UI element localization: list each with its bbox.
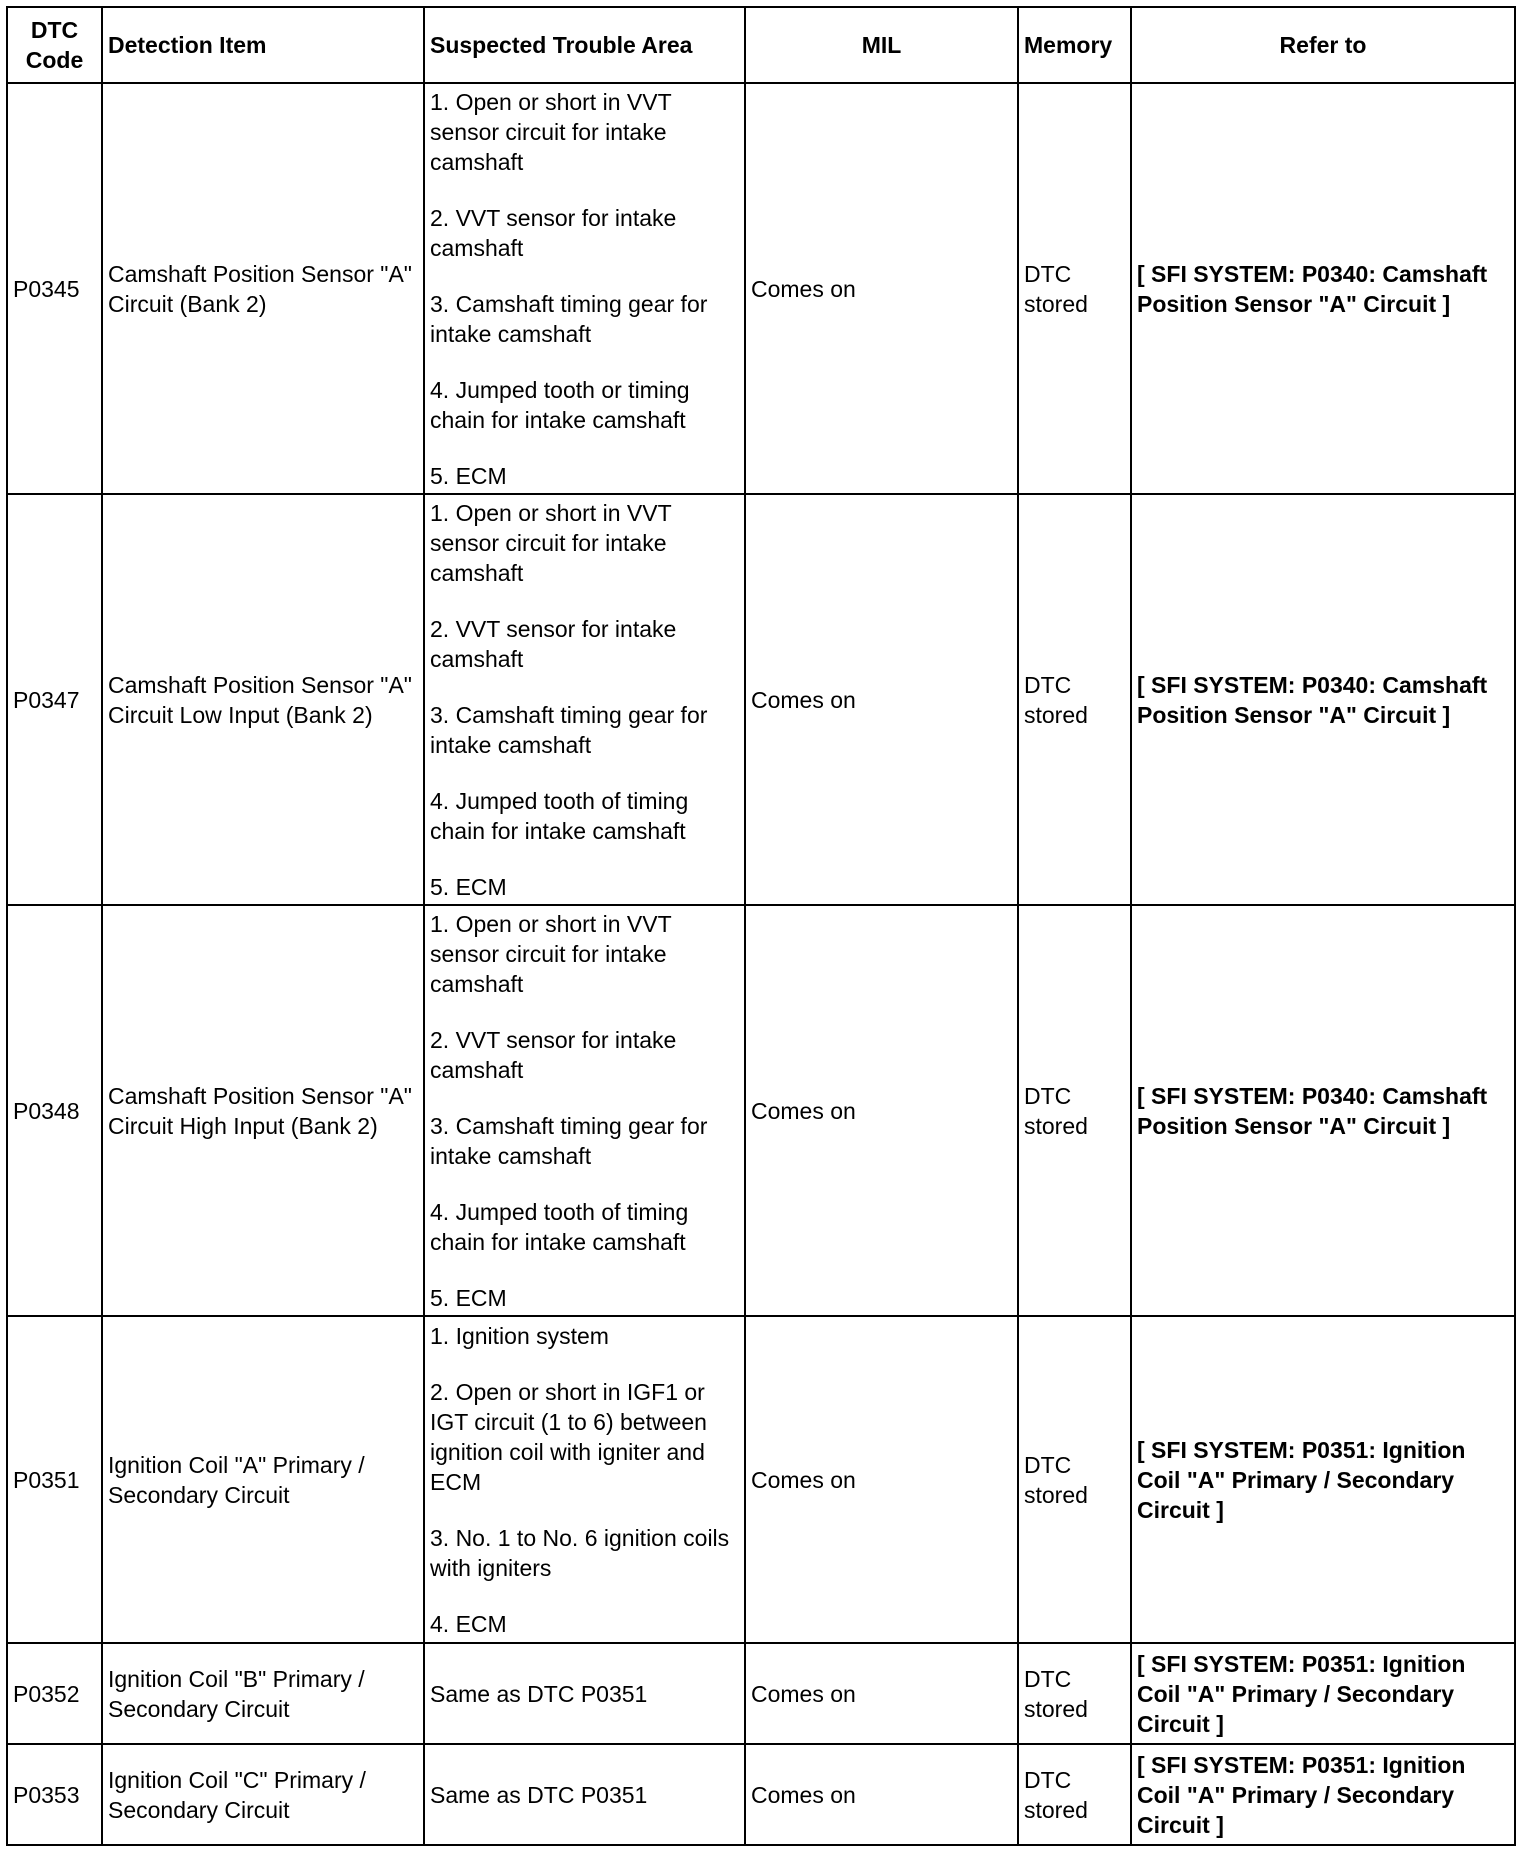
mil-cell: Comes on xyxy=(745,494,1018,905)
table-row xyxy=(7,494,1515,905)
trouble-area-entry: Same as DTC P0351 xyxy=(430,1781,648,1808)
suspected-trouble-area-cell xyxy=(424,1643,745,1744)
detection-item-cell: Ignition Coil "B" Primary / Secondary Circuit xyxy=(102,1643,424,1744)
trouble-area-entry: 5. ECM xyxy=(430,1284,507,1311)
trouble-area-entry: 4. Jumped tooth of timing chain for intake camshaft xyxy=(430,1198,689,1255)
trouble-area-entry: 5. ECM xyxy=(430,873,507,900)
mil-cell: Comes on xyxy=(745,1316,1018,1643)
trouble-area-entry: 2. VVT sensor for intake camshaft xyxy=(430,1026,677,1083)
suspected-trouble-area-cell xyxy=(424,905,745,1316)
suspected-trouble-area-cell xyxy=(424,1316,745,1643)
trouble-area-entry: 3. No. 1 to No. 6 ignition coils with igniters xyxy=(430,1524,730,1581)
suspected-trouble-area-cell xyxy=(424,494,745,905)
table-row xyxy=(7,1316,1515,1643)
table-row xyxy=(7,1643,1515,1744)
trouble-area-entry: 4. Jumped tooth or timing chain for intake camshaft xyxy=(430,376,690,433)
trouble-area-entry: 1. Open or short in VVT sensor circuit for intake camshaft xyxy=(430,499,672,586)
table-header xyxy=(7,7,1515,83)
header-memory: Memory xyxy=(1018,7,1131,83)
table-row xyxy=(7,905,1515,1316)
dtc-table xyxy=(6,6,1516,1846)
trouble-area-entry: 3. Camshaft timing gear for intake camshaft xyxy=(430,290,708,347)
trouble-area-entry: 2. VVT sensor for intake camshaft xyxy=(430,204,677,261)
trouble-area-entry: 2. Open or short in IGF1 or IGT circuit (1 to 6) between ignition coil with igniter and ECM xyxy=(430,1378,707,1495)
refer-to-link[interactable]: [ SFI SYSTEM: P0351: Ignition Coil "A" Primary / Secondary Circuit ] xyxy=(1131,1643,1515,1744)
header-refer-to: Refer to xyxy=(1131,7,1515,83)
detection-item-cell: Camshaft Position Sensor "A" Circuit Low Input (Bank 2) xyxy=(102,494,424,905)
trouble-area-entry: 3. Camshaft timing gear for intake camshaft xyxy=(430,701,708,758)
table-row xyxy=(7,1744,1515,1845)
header-detection-item: Detection Item xyxy=(102,7,424,83)
table-row xyxy=(7,83,1515,494)
header-row xyxy=(7,7,1515,83)
trouble-area-entry: Same as DTC P0351 xyxy=(430,1680,648,1707)
trouble-area-entry: 4. ECM xyxy=(430,1610,507,1637)
trouble-area-entry: 3. Camshaft timing gear for intake camshaft xyxy=(430,1112,708,1169)
trouble-area-entry: 1. Open or short in VVT sensor circuit for intake camshaft xyxy=(430,910,672,997)
header-suspected-trouble-area: Suspected Trouble Area xyxy=(424,7,745,83)
trouble-area-entry: 1. Open or short in VVT sensor circuit for intake camshaft xyxy=(430,88,672,175)
dtc-code-cell: P0351 xyxy=(7,1316,102,1643)
mil-cell: Comes on xyxy=(745,1643,1018,1744)
refer-to-link[interactable]: [ SFI SYSTEM: P0340: Camshaft Position Sensor "A" Circuit ] xyxy=(1131,494,1515,905)
detection-item-cell: Ignition Coil "C" Primary / Secondary Circuit xyxy=(102,1744,424,1845)
refer-to-link[interactable]: [ SFI SYSTEM: P0351: Ignition Coil "A" Primary / Secondary Circuit ] xyxy=(1131,1316,1515,1643)
dtc-code-cell: P0353 xyxy=(7,1744,102,1845)
refer-to-link[interactable]: [ SFI SYSTEM: P0340: Camshaft Position Sensor "A" Circuit ] xyxy=(1131,905,1515,1316)
trouble-area-entry: 2. VVT sensor for intake camshaft xyxy=(430,615,677,672)
memory-cell: DTC stored xyxy=(1018,905,1131,1316)
suspected-trouble-area-cell xyxy=(424,1744,745,1845)
trouble-area-entry: 5. ECM xyxy=(430,462,507,489)
dtc-code-cell: P0345 xyxy=(7,83,102,494)
header-mil: MIL xyxy=(745,7,1018,83)
dtc-code-cell: P0347 xyxy=(7,494,102,905)
trouble-area-entry: 1. Ignition system xyxy=(430,1322,609,1349)
refer-to-link[interactable]: [ SFI SYSTEM: P0340: Camshaft Position Sensor "A" Circuit ] xyxy=(1131,83,1515,494)
header-dtc-code: DTC Code xyxy=(7,7,102,83)
memory-cell: DTC stored xyxy=(1018,494,1131,905)
refer-to-link[interactable]: [ SFI SYSTEM: P0351: Ignition Coil "A" Primary / Secondary Circuit ] xyxy=(1131,1744,1515,1845)
memory-cell: DTC stored xyxy=(1018,83,1131,494)
detection-item-cell: Camshaft Position Sensor "A" Circuit High Input (Bank 2) xyxy=(102,905,424,1316)
trouble-area-entry: 4. Jumped tooth of timing chain for intake camshaft xyxy=(430,787,689,844)
detection-item-cell: Camshaft Position Sensor "A" Circuit (Bank 2) xyxy=(102,83,424,494)
suspected-trouble-area-cell xyxy=(424,83,745,494)
memory-cell: DTC stored xyxy=(1018,1316,1131,1643)
mil-cell: Comes on xyxy=(745,83,1018,494)
memory-cell: DTC stored xyxy=(1018,1643,1131,1744)
detection-item-cell: Ignition Coil "A" Primary / Secondary Circuit xyxy=(102,1316,424,1643)
mil-cell: Comes on xyxy=(745,905,1018,1316)
dtc-code-cell: P0348 xyxy=(7,905,102,1316)
mil-cell: Comes on xyxy=(745,1744,1018,1845)
memory-cell: DTC stored xyxy=(1018,1744,1131,1845)
dtc-code-cell: P0352 xyxy=(7,1643,102,1744)
